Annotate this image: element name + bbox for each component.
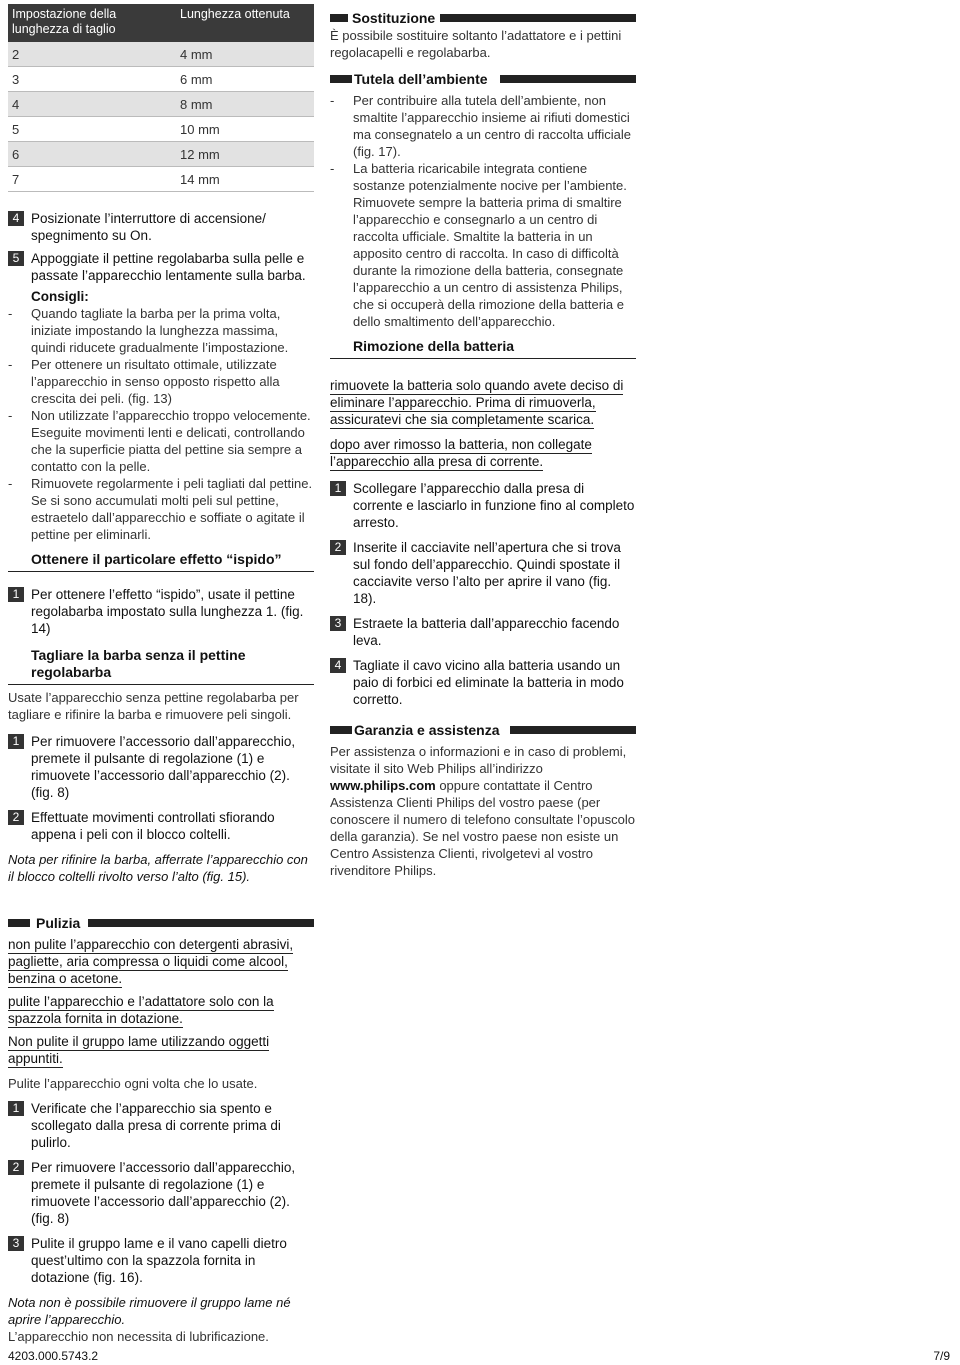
table-header-setting: Impostazione della lunghezza di taglio: [8, 4, 176, 42]
step-5: [8, 250, 314, 284]
ambiente-banner: [330, 71, 636, 88]
table-cell: 5: [8, 117, 176, 142]
table-cell: 10 mm: [176, 117, 314, 142]
step-number: 1: [8, 587, 24, 602]
tip-text: Non utilizzate l’apparecchio troppo velocemente. Eseguite movimenti lenti e delicati, controllando che la superficie piatta del pettine sia sempre a contatto con la pelle.: [31, 408, 311, 474]
ambiente-title: Tutela dell’ambiente: [354, 71, 488, 87]
table-cell: 14 mm: [176, 167, 314, 192]
document-code: 4203.000.5743.2: [8, 1349, 99, 1363]
table-row: [8, 67, 314, 92]
table-cell: 4: [8, 92, 176, 117]
pulizia-warning-1: non pulite l’apparecchio con detergenti abrasivi, pagliette, aria compressa o liquidi come alcool, benzina o acetone.: [8, 937, 294, 986]
table-row: [8, 42, 314, 67]
right-column: [330, 10, 636, 879]
tip-item: - Rimuovete regolarmente i peli tagliati dal pettine. Se si sono accumulati molti peli sul pettine, estraetelo dall’apparecchio e soffiate o agitate il pettine per eliminarli.: [8, 476, 313, 542]
table-row: [8, 117, 314, 142]
rimozione-warning-1: rimuovete la batteria solo quando avete deciso di eliminare l’apparecchio. Prima di rimuoverla, assicuratevi che sia completamente scarica.: [330, 378, 624, 427]
tip-item: - Quando tagliate la barba per la prima volta, iniziate impostando la lunghezza massima, quindi riducete gradualmente l’impostazione.: [8, 306, 289, 355]
step-number: 1: [330, 481, 346, 496]
step-text: Per rimuovere l’accessorio dall’apparecchio, premete il pulsante di regolazione (1) e rimuovete l’accessorio dall’apparecchio (2). (fig. 8): [31, 1160, 296, 1226]
sostituzione-title: Sostituzione: [352, 10, 436, 26]
tip-item: - Per ottenere un risultato ottimale, utilizzate l’apparecchio in senso opposto rispetto alla crescita dei peli. (fig. 13): [8, 357, 280, 406]
table-cell: 8 mm: [176, 92, 314, 117]
left-column: [8, 0, 314, 1345]
pulizia-step-1: [8, 1100, 314, 1151]
table-cell: 2: [8, 42, 176, 67]
step-text: Per rimuovere l’accessorio dall’apparecchio, premete il pulsante di regolazione (1) e rimuovete l’accessorio dall’apparecchio (2). (fig. 8): [31, 734, 296, 800]
rimozione-step-2: [330, 539, 636, 607]
step-text: Posizionate l’interruttore di accensione/ spegnimento su On.: [31, 211, 266, 243]
table-header-length: Lunghezza ottenuta: [176, 4, 314, 42]
no-comb-heading: Tagliare la barba senza il pettine regolabarba: [8, 647, 314, 685]
rimozione-step-3: [330, 615, 636, 649]
no-comb-text: Usate l’apparecchio senza pettine regolabarba per tagliare e rifinire la barba e rimuovere peli singoli.: [8, 690, 299, 722]
pulizia-title: Pulizia: [36, 915, 81, 931]
table-row: [8, 92, 314, 117]
table-cell: 6: [8, 142, 176, 167]
pulizia-warning-2: pulite l’apparecchio e l’adattatore solo con la spazzola fornita in dotazione.: [8, 994, 274, 1026]
ambiente-item: - La batteria ricaricabile integrata contiene sostanze potenzialmente nocive per l’ambiente. Rimuovete sempre la batteria prima di smaltire l’apparecchio e consegnarlo a un centro di raccolta ufficiale. Smaltite la batteria in un apposito centro di raccolta. In caso di difficoltà durante la rimozione della batteria, consegnate l’apparecchio a un centro di assistenza Philips, che si occuperà della rimozione della batteria e dello smaltimento dell’apparecchio.: [330, 161, 627, 329]
sostituzione-text: È possibile sostituire soltanto l’adattatore e i pettini regolacapelli e regolabarba.: [330, 28, 622, 60]
no-comb-step-1: [8, 733, 314, 801]
step-text: Tagliate il cavo vicino alla batteria usando un paio di forbici ed eliminate la batteria in modo corretto.: [353, 658, 624, 707]
step-number: 2: [8, 1160, 24, 1175]
rimozione-warning-2: dopo aver rimosso la batteria, non collegate l’apparecchio alla presa di corrente.: [330, 437, 592, 469]
pulizia-step-3: [8, 1235, 314, 1286]
step-text: Appoggiate il pettine regolabarba sulla pelle e passate l’apparecchio lentamente sulla barba.: [31, 251, 306, 283]
garanzia-banner: [330, 722, 636, 739]
ambiente-text: Per contribuire alla tutela dell’ambiente, non smaltite l’apparecchio insieme ai rifiuti domestici ma consegnatelo a un centro di raccolta ufficiale (fig. 17).: [353, 93, 631, 159]
pulizia-step-2: [8, 1159, 314, 1227]
step-text: Scollegare l’apparecchio dalla presa di corrente e lasciarlo in funzione fino al completo arresto.: [353, 481, 635, 530]
step-number: 1: [8, 734, 24, 749]
table-cell: 4 mm: [176, 42, 314, 67]
table-cell: 3: [8, 67, 176, 92]
no-comb-note: Nota per rifinire la barba, afferrate l’apparecchio con il blocco coltelli rivolto verso l’alto (fig. 15).: [8, 852, 308, 884]
step-number: 3: [8, 1236, 24, 1251]
page-number: 7/9: [933, 1349, 950, 1363]
step-text: Inserite il cacciavite nell’apertura che si trova sul fondo dell’apparecchio. Quindi spostate il cacciavite verso l’alto per aprire il vano (fig. 18).: [353, 540, 621, 606]
cutting-length-table: [8, 4, 314, 192]
step-number: 3: [330, 616, 346, 631]
pulizia-warning-3: Non pulite il gruppo lame utilizzando oggetti appuntiti.: [8, 1034, 270, 1066]
step-text: Verificate che l’apparecchio sia spento e scollegato dalla presa di corrente prima di pulirlo.: [31, 1101, 281, 1150]
step-text: Pulite il gruppo lame e il vano capelli dietro quest’ultimo con la spazzola fornita in dotazione (fig. 16).: [31, 1236, 287, 1285]
step-text: Effettuate movimenti controllati sfiorando appena i peli con il blocco coltelli.: [31, 810, 275, 842]
no-comb-step-2: [8, 809, 314, 843]
step-text: Estraete la batteria dall’apparecchio facendo leva.: [353, 616, 620, 648]
ambiente-item: - Per contribuire alla tutela dell’ambiente, non smaltite l’apparecchio insieme ai rifiuti domestici ma consegnatelo a un centro di raccolta ufficiale (fig. 17).: [330, 93, 631, 159]
ispido-heading: Ottenere il particolare effetto “ispido”: [8, 551, 314, 572]
ispido-step: [8, 586, 314, 637]
table-row: [8, 167, 314, 192]
step-number: 2: [8, 810, 24, 825]
pulizia-banner: [8, 915, 314, 932]
step-number: 4: [330, 658, 346, 673]
pulizia-final: L’apparecchio non necessita di lubrificazione.: [8, 1329, 269, 1344]
tip-text: Per ottenere un risultato ottimale, utilizzate l’apparecchio in senso opposto rispetto alla crescita dei peli. (fig. 13): [31, 357, 280, 406]
garanzia-title: Garanzia e assistenza: [354, 722, 500, 738]
table-row: [8, 142, 314, 167]
step-4: [8, 210, 314, 244]
rimozione-step-4: [330, 657, 636, 708]
step-number: 4: [8, 211, 24, 226]
step-number: 2: [330, 540, 346, 555]
philips-link[interactable]: www.philips.com: [330, 778, 436, 793]
tip-item: - Non utilizzate l’apparecchio troppo velocemente. Eseguite movimenti lenti e delicati, controllando che la superficie piatta del pettine sia sempre a contatto con la pelle.: [8, 408, 311, 474]
table-header-row: [8, 4, 314, 42]
tip-text: Quando tagliate la barba per la prima volta, iniziate impostando la lunghezza massima, quindi riducete gradualmente l’impostazione.: [31, 306, 289, 355]
rimozione-step-1: [330, 480, 636, 531]
tips-title: Consigli:: [31, 289, 89, 304]
rimozione-heading: Rimozione della batteria: [330, 338, 636, 359]
sostituzione-banner: [330, 10, 636, 27]
step-number: 1: [8, 1101, 24, 1116]
pulizia-note: Nota non è possibile rimuovere il gruppo lame né aprire l’apparecchio.: [8, 1295, 291, 1327]
table-cell: 6 mm: [176, 67, 314, 92]
table-cell: 12 mm: [176, 142, 314, 167]
step-number: 5: [8, 251, 24, 266]
pulizia-text: Pulite l’apparecchio ogni volta che lo usate.: [8, 1076, 258, 1091]
step-text: Per ottenere l’effetto “ispido”, usate il pettine regolabarba impostato sulla lunghezza 1. (fig. 14): [31, 587, 304, 636]
garanzia-text: Per assistenza o informazioni e in caso di problemi, visitate il sito Web Philips all’indirizzo www.philips.com oppure contattate il Centro Assistenza Clienti Philips del vostro paese (per conoscere il numero di telefono consultate l’opuscolo della garanzia). Se nel vostro paese non esiste un Centro Assistenza Clienti, rivolgetevi al vostro rivenditore Philips.: [330, 744, 635, 878]
tip-text: Rimuovete regolarmente i peli tagliati dal pettine. Se si sono accumulati molti peli sul pettine, estraetelo dall’apparecchio e soffiate o agitate il pettine per eliminarli.: [31, 476, 313, 542]
table-cell: 7: [8, 167, 176, 192]
ambiente-text: La batteria ricaricabile integrata contiene sostanze potenzialmente nocive per l’ambiente. Rimuovete sempre la batteria prima di smaltire l’apparecchio e consegnarlo a un centro di raccolta ufficiale. Smaltite la batteria in un apposito centro di raccolta. In caso di difficoltà durante la rimozione della batteria, consegnate l’apparecchio a un centro di assistenza Philips, che si occuperà della rimozione della batteria e dello smaltimento dell’apparecchio.: [353, 161, 627, 329]
